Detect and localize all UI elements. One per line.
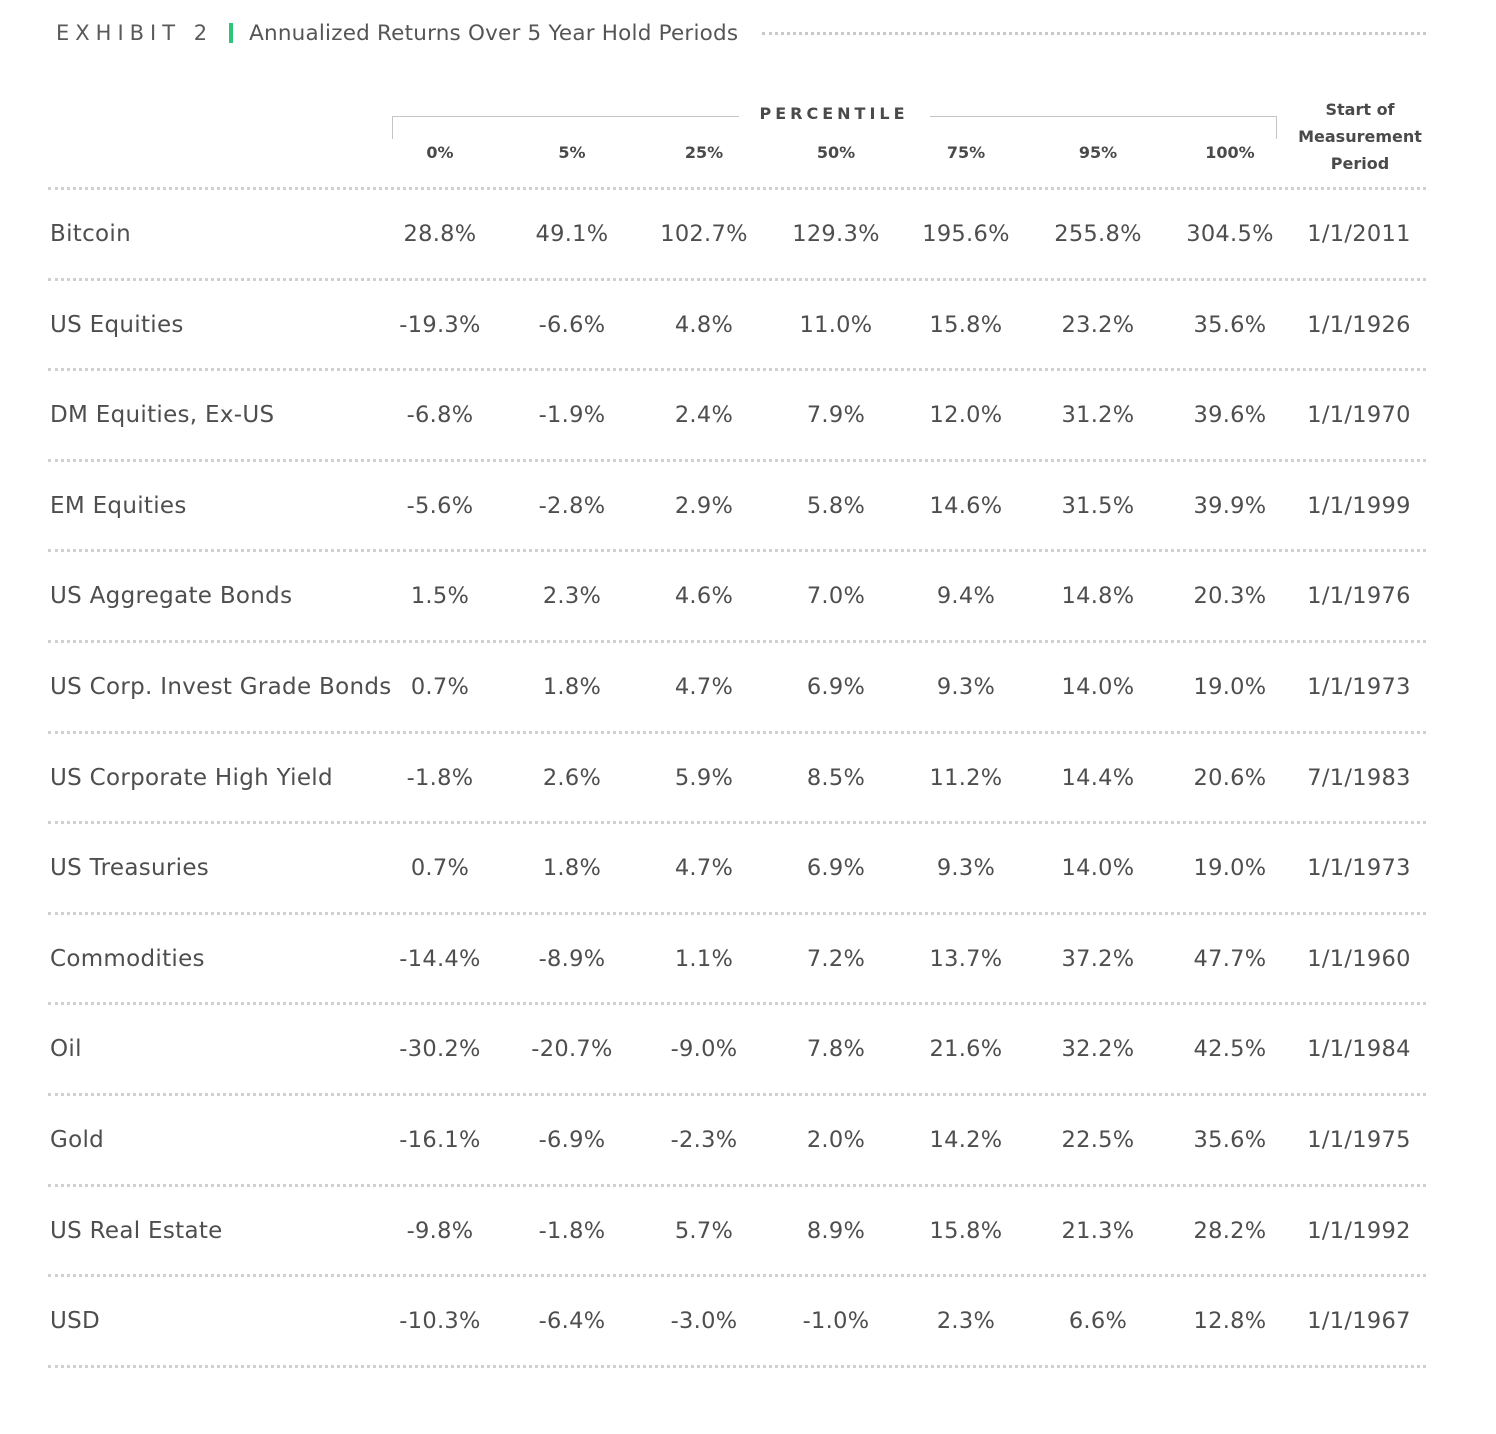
table-row <box>0 1276 1496 1367</box>
percentile-value: 11.0% <box>799 311 873 338</box>
percentile-value: -20.7% <box>531 1036 613 1063</box>
percentile-value: 11.2% <box>929 764 1003 791</box>
percentile-value: 6.9% <box>806 855 866 882</box>
start-header-line: Start of <box>1325 100 1395 119</box>
percentile-value: 255.8% <box>1054 221 1142 247</box>
asset-name: US Equities <box>50 311 184 338</box>
percentile-group-label: PERCENTILE <box>759 104 909 123</box>
table-row <box>0 642 1496 733</box>
percentile-value: 0.7% <box>410 674 470 700</box>
percentile-value: 28.2% <box>1193 1217 1267 1244</box>
asset-name: US Real Estate <box>50 1217 223 1244</box>
percentile-value: -1.8% <box>406 764 474 791</box>
row-divider <box>48 1093 1426 1096</box>
percentile-value: 14.8% <box>1061 583 1135 610</box>
percentile-value: 35.6% <box>1193 311 1267 338</box>
row-divider <box>48 1274 1426 1277</box>
percentile-value: -6.6% <box>538 311 606 338</box>
table-row <box>0 914 1496 1005</box>
asset-name: USD <box>50 1308 101 1335</box>
percentile-value: 195.6% <box>922 221 1010 247</box>
percentile-value: 15.8% <box>929 311 1003 338</box>
percentile-value: 7.0% <box>806 583 866 610</box>
percentile-value: 5.8% <box>806 492 866 519</box>
percentile-value: 47.7% <box>1193 945 1267 972</box>
percentile-value: 2.9% <box>674 492 734 519</box>
percentile-value: 2.0% <box>806 1127 866 1153</box>
exhibit-accent-bar <box>229 23 233 43</box>
percentile-value: -30.2% <box>399 1036 481 1063</box>
column-header: 100% <box>1205 143 1255 162</box>
start-date: 1/1/1967 <box>1307 1308 1411 1335</box>
title-leader-dots <box>762 32 1426 35</box>
row-divider <box>48 459 1426 462</box>
percentile-value: 21.6% <box>929 1036 1003 1063</box>
percentile-value: 15.8% <box>929 1217 1003 1244</box>
table-row <box>0 551 1496 642</box>
percentile-value: 304.5% <box>1186 221 1274 247</box>
percentile-value: 5.7% <box>674 1217 734 1244</box>
asset-name: US Corp. Invest Grade Bonds <box>50 674 392 700</box>
percentile-value: 14.4% <box>1061 764 1135 791</box>
start-period-header <box>1290 96 1430 177</box>
percentile-value: 2.3% <box>936 1308 996 1335</box>
asset-name: EM Equities <box>50 492 187 519</box>
exhibit-header <box>56 18 1426 48</box>
percentile-value: 35.6% <box>1193 1127 1267 1153</box>
exhibit-title: Annualized Returns Over 5 Year Hold Periods <box>249 20 739 46</box>
percentile-value: 4.7% <box>674 674 734 700</box>
asset-name: Bitcoin <box>50 221 131 247</box>
table-row <box>0 370 1496 461</box>
percentile-value: 14.2% <box>929 1127 1003 1153</box>
percentile-bracket-left <box>392 116 739 139</box>
asset-name: Commodities <box>50 945 205 972</box>
table-row <box>0 280 1496 371</box>
table-row <box>0 189 1496 280</box>
percentile-value: 4.8% <box>674 311 734 338</box>
percentile-value: 23.2% <box>1061 311 1135 338</box>
start-date: 1/1/1973 <box>1307 855 1411 882</box>
percentile-value: 28.8% <box>403 221 477 247</box>
percentile-value: 12.8% <box>1193 1308 1267 1335</box>
percentile-value: 2.6% <box>542 764 602 791</box>
percentile-value: 12.0% <box>929 402 1003 429</box>
percentile-value: 1.8% <box>542 855 602 882</box>
percentile-value: -2.8% <box>538 492 606 519</box>
percentile-value: -6.9% <box>538 1127 606 1153</box>
start-date: 1/1/1975 <box>1307 1127 1411 1153</box>
percentile-value: 39.9% <box>1193 492 1267 519</box>
start-date: 1/1/1960 <box>1307 945 1411 972</box>
row-divider <box>48 1184 1426 1187</box>
row-divider <box>48 731 1426 734</box>
percentile-value: 2.4% <box>674 402 734 429</box>
asset-name: US Treasuries <box>50 855 210 882</box>
percentile-value: -9.0% <box>670 1036 738 1063</box>
table-row <box>0 1095 1496 1186</box>
percentile-value: -16.1% <box>399 1127 481 1153</box>
percentile-value: -5.6% <box>406 492 474 519</box>
percentile-value: -1.0% <box>802 1308 870 1335</box>
start-date: 1/1/1999 <box>1307 492 1411 519</box>
percentile-value: -10.3% <box>399 1308 481 1335</box>
percentile-value: 14.0% <box>1061 674 1135 700</box>
row-divider <box>48 821 1426 824</box>
percentile-value: 4.6% <box>674 583 734 610</box>
table-row <box>0 1004 1496 1095</box>
percentile-value: 0.7% <box>410 855 470 882</box>
percentile-value: 19.0% <box>1193 674 1267 700</box>
table-row <box>0 1186 1496 1277</box>
table-row <box>0 823 1496 914</box>
start-date: 1/1/1973 <box>1307 674 1411 700</box>
column-header: 5% <box>558 143 586 162</box>
row-divider <box>48 368 1426 371</box>
start-date: 1/1/2011 <box>1307 221 1411 247</box>
start-date: 1/1/1976 <box>1307 583 1411 610</box>
percentile-value: 7.9% <box>806 402 866 429</box>
percentile-value: 9.3% <box>936 674 996 700</box>
percentile-value: -6.8% <box>406 402 474 429</box>
percentile-value: -1.9% <box>538 402 606 429</box>
table-row <box>0 461 1496 552</box>
start-date: 1/1/1970 <box>1307 402 1411 429</box>
exhibit-label: EXHIBIT 2 <box>56 21 214 45</box>
percentile-value: 7.2% <box>806 945 866 972</box>
percentile-value: -3.0% <box>670 1308 738 1335</box>
column-header: 0% <box>426 143 454 162</box>
percentile-value: -6.4% <box>538 1308 606 1335</box>
percentile-value: -8.9% <box>538 945 606 972</box>
row-divider <box>48 278 1426 281</box>
percentile-value: 6.6% <box>1068 1308 1128 1335</box>
percentile-value: 39.6% <box>1193 402 1267 429</box>
percentile-value: 49.1% <box>535 221 609 247</box>
percentile-value: 31.5% <box>1061 492 1135 519</box>
percentile-value: 5.9% <box>674 764 734 791</box>
percentile-value: 2.3% <box>542 583 602 610</box>
asset-name: DM Equities, Ex-US <box>50 402 275 429</box>
percentile-value: 1.5% <box>410 583 470 610</box>
percentile-value: 8.9% <box>806 1217 866 1244</box>
column-header: 75% <box>946 143 986 162</box>
start-header-line: Measurement <box>1298 127 1422 146</box>
percentile-value: -19.3% <box>399 311 481 338</box>
percentile-value: 7.8% <box>806 1036 866 1063</box>
percentile-bracket-right <box>930 116 1277 139</box>
percentile-value: 9.3% <box>936 855 996 882</box>
row-divider <box>48 912 1426 915</box>
percentile-value: 1.1% <box>674 945 734 972</box>
table-row <box>0 733 1496 824</box>
percentile-value: 14.0% <box>1061 855 1135 882</box>
percentile-value: 9.4% <box>936 583 996 610</box>
column-header: 25% <box>684 143 724 162</box>
percentile-value: 4.7% <box>674 855 734 882</box>
percentile-value: 22.5% <box>1061 1127 1135 1153</box>
column-header: 50% <box>816 143 856 162</box>
row-divider <box>48 640 1426 643</box>
percentile-value: 1.8% <box>542 674 602 700</box>
percentile-value: -9.8% <box>406 1217 474 1244</box>
asset-name: Oil <box>50 1036 82 1063</box>
start-header-line: Period <box>1330 154 1390 173</box>
percentile-value: -14.4% <box>399 945 481 972</box>
percentile-value: 42.5% <box>1193 1036 1267 1063</box>
start-date: 1/1/1926 <box>1307 311 1411 338</box>
row-divider <box>48 1365 1426 1368</box>
percentile-value: 21.3% <box>1061 1217 1135 1244</box>
asset-name: US Aggregate Bonds <box>50 583 293 610</box>
percentile-value: 32.2% <box>1061 1036 1135 1063</box>
percentile-value: 31.2% <box>1061 402 1135 429</box>
percentile-value: 102.7% <box>660 221 748 247</box>
asset-name: Gold <box>50 1127 105 1153</box>
asset-name: US Corporate High Yield <box>50 764 333 791</box>
start-date: 1/1/1984 <box>1307 1036 1411 1063</box>
start-date: 1/1/1992 <box>1307 1217 1411 1244</box>
row-divider <box>48 549 1426 552</box>
percentile-value: 6.9% <box>806 674 866 700</box>
percentile-value: -1.8% <box>538 1217 606 1244</box>
percentile-value: 20.3% <box>1193 583 1267 610</box>
percentile-value: 20.6% <box>1193 764 1267 791</box>
percentile-value: 19.0% <box>1193 855 1267 882</box>
percentile-value: 13.7% <box>929 945 1003 972</box>
percentile-value: 8.5% <box>806 764 866 791</box>
row-divider <box>48 1002 1426 1005</box>
percentile-value: 129.3% <box>792 221 880 247</box>
start-date: 7/1/1983 <box>1307 764 1411 791</box>
column-header: 95% <box>1078 143 1118 162</box>
percentile-value: 14.6% <box>929 492 1003 519</box>
percentile-value: 37.2% <box>1061 945 1135 972</box>
percentile-value: -2.3% <box>670 1127 738 1153</box>
